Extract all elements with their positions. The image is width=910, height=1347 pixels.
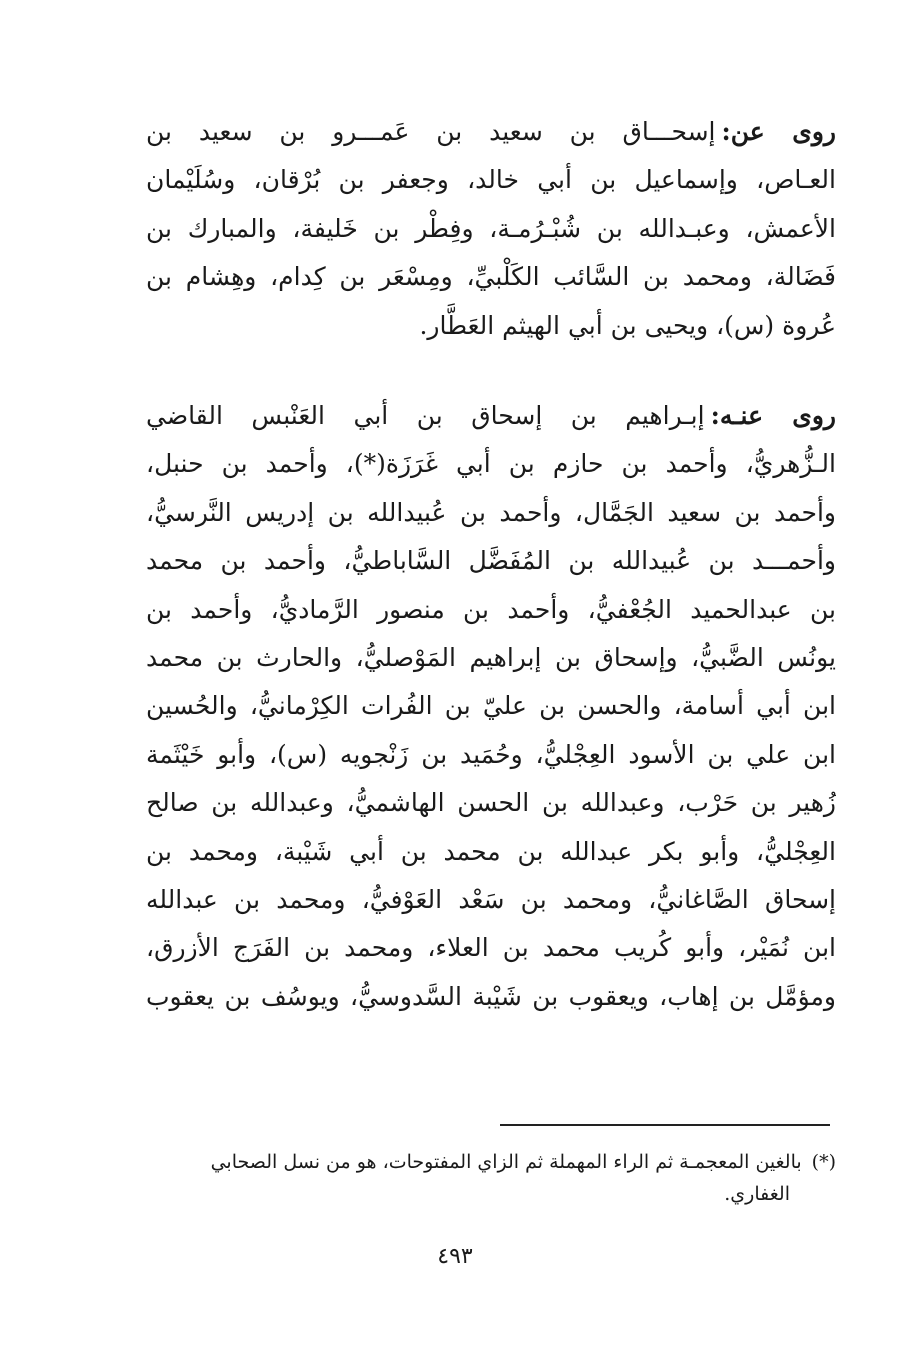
paragraph-line: إسحاق الصَّاغانيُّ، ومحمد بن سَعْد العَوْفيُّ، ومحمد بن عبدالله xyxy=(146,885,836,915)
footnote-divider xyxy=(500,1124,830,1126)
paragraph-line: بن عبدالحميد الجُعْفيُّ، وأحمد بن منصور الرَّماديُّ، وأحمد بن xyxy=(146,594,836,624)
paragraph-line: يونُس الضَّبيُّ، وإسحاق بن إبراهيم المَوْصليُّ، والحارث بن محمد xyxy=(146,643,836,673)
paragraph-line: وأحمد بن سعيد الجَمَّال، وأحمد بن عُبيدالله بن إدريس النَّرسيُّ، xyxy=(146,497,836,527)
narrated-by-heading: روى عنـه: xyxy=(710,401,836,430)
footnote-line: الغفاري. xyxy=(724,1183,790,1205)
paragraph-line: زُهير بن حَرْب، وعبدالله بن الحسن الهاشميُّ، وعبدالله بن صالح xyxy=(146,788,836,818)
paragraph-line: ابن علي بن الأسود العِجْليُّ، وحُمَيد بن زَنْجويه (س)، وأبو خَيْثَمة xyxy=(146,739,836,769)
paragraph-line: وأحمـــد بن عُبيدالله بن المُفَضَّل السَّاباطيُّ، وأحمد بن محمد xyxy=(146,546,836,576)
paragraph-line: ومؤمَّل بن إهاب، ويعقوب بن شَيْبة السَّدوسيُّ، ويوسُف بن يعقوب xyxy=(146,981,836,1011)
paragraph-line: روى عنـه:إبـراهيم بن إسحاق بن أبي العَنْبس القاضي xyxy=(146,401,836,430)
paragraph-line: العـاص، وإسماعيل بن أبي خالد، وجعفر بن بُرْقان، وسُلَيْمان xyxy=(146,165,836,195)
narrated-from-heading: روى عن: xyxy=(721,117,836,146)
paragraph-line: روى عن:إسحـــاق بن سعيد بن عَمـــرو بن سعيد بن xyxy=(146,117,836,146)
footnote-marker: (*) xyxy=(811,1151,836,1173)
paragraph-line: فَضَالة، ومحمد بن السَّائب الكَلْبيِّ، ومِسْعَر بن كِدام، وهِشام بن xyxy=(146,262,836,292)
paragraph-line: ابن نُمَيْر، وأبو كُريب محمد بن العلاء، ومحمد بن الفَرَج الأزرق، xyxy=(146,933,836,963)
paragraph-line: العِجْليُّ، وأبو بكر عبدالله بن محمد بن أبي شَيْبة، ومحمد بن xyxy=(146,836,836,866)
paragraph-line: ابن أبي أسامة، والحسن بن عليّ بن الفُرات الكِرْمانيُّ، والحُسين xyxy=(146,691,836,721)
page-number: ٤٩٣ xyxy=(437,1244,473,1269)
footnote-line: (*)بالغين المعجمـة ثم الراء المهملة ثم الزاي المفتوحات، هو من نسل الصحابي xyxy=(210,1151,836,1173)
footnote xyxy=(136,1146,836,1210)
paragraph-line: الـزُّهريُّ، وأحمد بن حازم بن أبي غَرَزَة(*)، وأحمد بن حنبل، xyxy=(146,449,836,479)
paragraph-line: الأعمش، وعبـدالله بن شُبْـرُمـة، وفِطْر بن خَليفة، والمبارك بن xyxy=(146,213,836,243)
narrated-by-paragraph xyxy=(146,392,836,1021)
narrated-from-paragraph xyxy=(146,108,836,350)
paragraph-line: عُروة (س)، ويحيى بن أبي الهيثم العَطَّار. xyxy=(419,310,836,340)
